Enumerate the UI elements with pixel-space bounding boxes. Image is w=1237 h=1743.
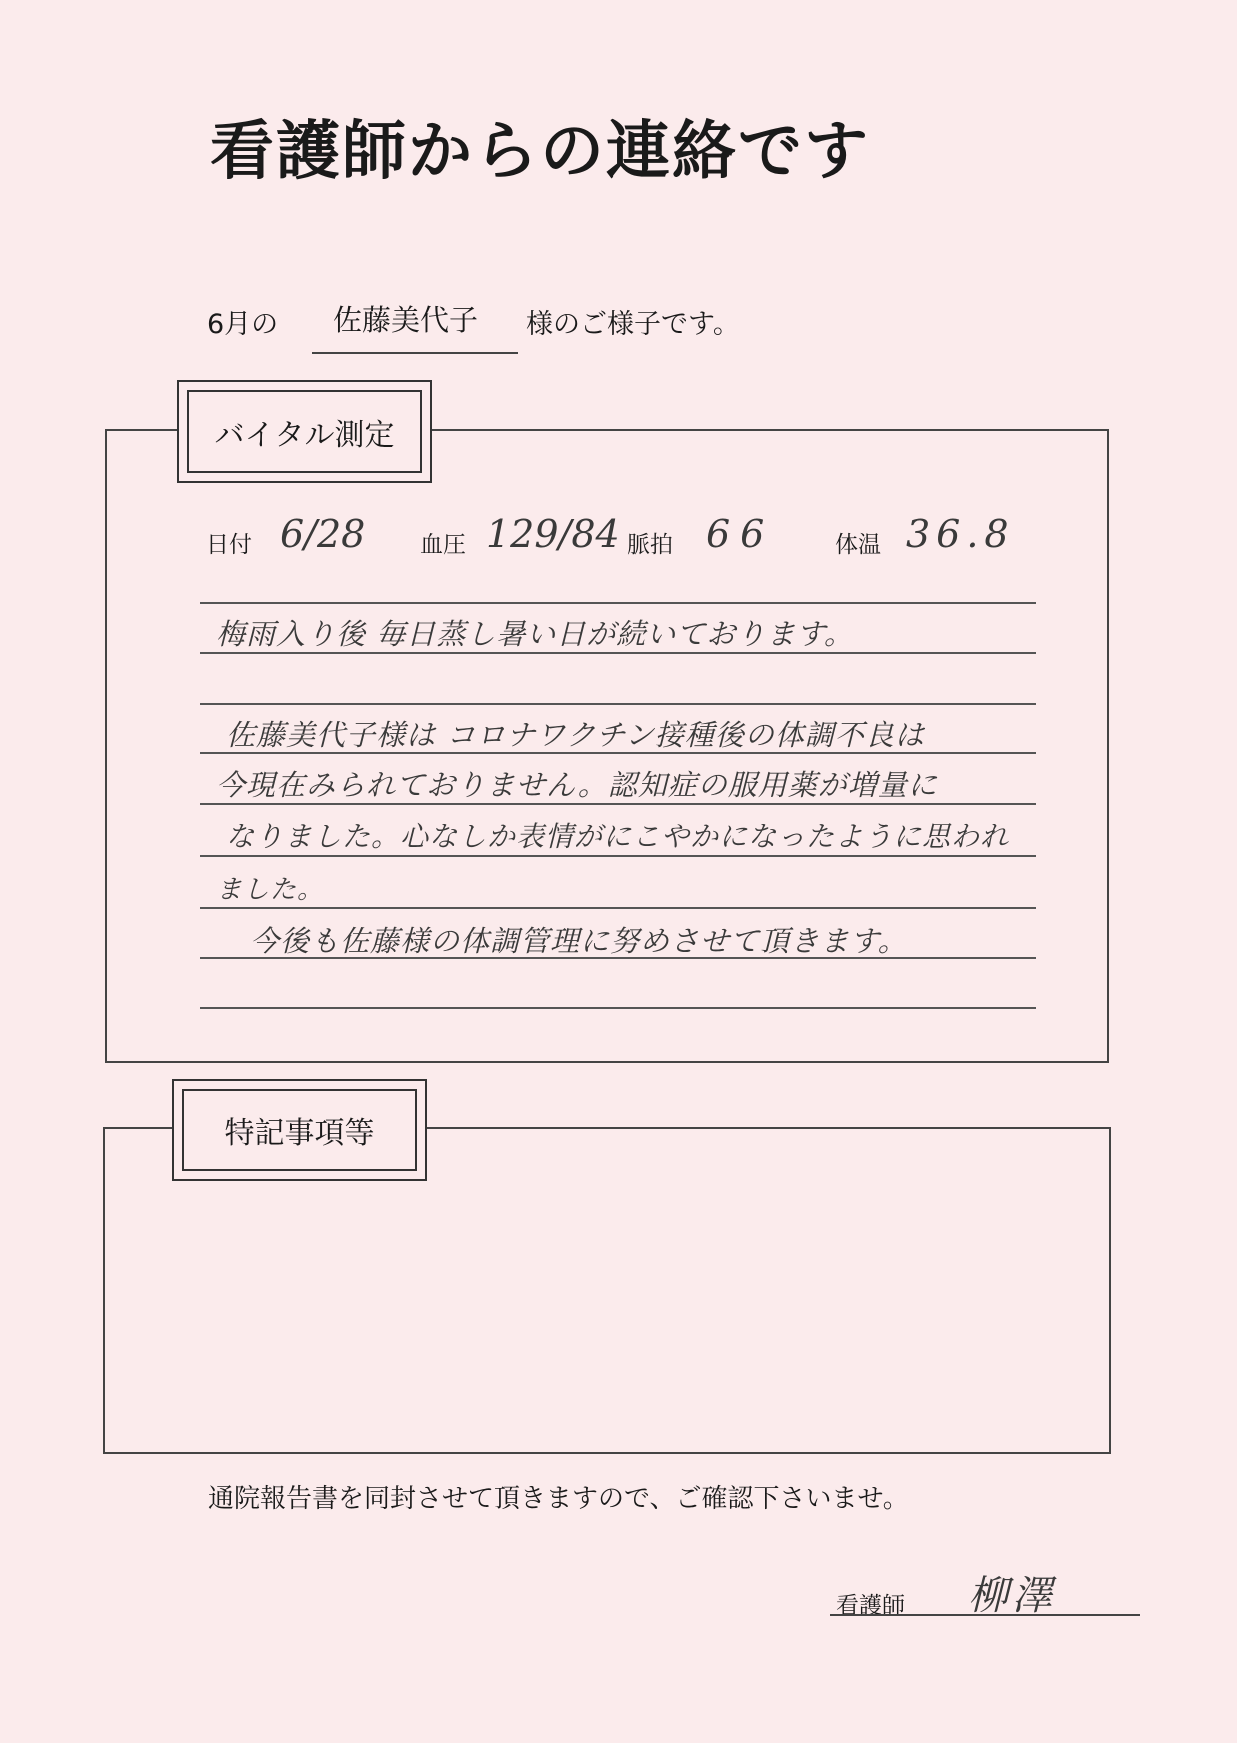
note-line: ました。: [216, 875, 325, 905]
ruled-line: [200, 907, 1036, 909]
note-line: 今後も佐藤様の体調管理に努めさせて頂きます。: [250, 924, 908, 958]
ruled-line: [200, 855, 1036, 857]
pulse-value: 66: [706, 512, 775, 556]
vitals-section-label: バイタル測定: [187, 390, 422, 473]
note-line: なりました。心なしか表情がにこやかになったように思われ: [226, 820, 1010, 853]
date-value: 6/28: [280, 512, 366, 556]
page-title: 看護師からの連絡です: [210, 115, 870, 189]
vitals-section-tab: [177, 380, 432, 483]
signature-label: 看護師: [836, 1593, 905, 1619]
month-label: 6月の: [207, 309, 279, 340]
patient-name: 佐藤美代子: [333, 303, 479, 337]
note-line: 梅雨入り後 毎日蒸し暑い日が続いております。: [216, 617, 854, 651]
blood-pressure-label: 血圧: [420, 532, 466, 558]
note-line: 佐藤美代子様は コロナワクチン接種後の体調不良は: [226, 718, 925, 752]
intro-suffix: 様のご様子です。: [526, 309, 740, 340]
special-notes-label: 特記事項等: [182, 1089, 417, 1171]
temperature-label: 体温: [835, 532, 881, 558]
signature-underline: [830, 1614, 1140, 1616]
ruled-line: [200, 1007, 1036, 1009]
special-notes-tab: [172, 1079, 427, 1181]
ruled-line: [200, 602, 1036, 604]
signature-name: 柳澤: [968, 1573, 1056, 1619]
date-label: 日付: [206, 532, 252, 558]
blood-pressure-value: 129/84: [486, 512, 620, 556]
pulse-label: 脈拍: [627, 532, 673, 558]
note-line: 今現在みられておりません。認知症の服用薬が増量に: [216, 768, 938, 802]
enclosure-note: 通院報告書を同封させて頂きますので、ご確認下さいませ。: [208, 1484, 909, 1514]
temperature-value: 36.8: [906, 512, 1015, 556]
patient-name-underline: [312, 352, 518, 354]
ruled-line: [200, 703, 1036, 705]
